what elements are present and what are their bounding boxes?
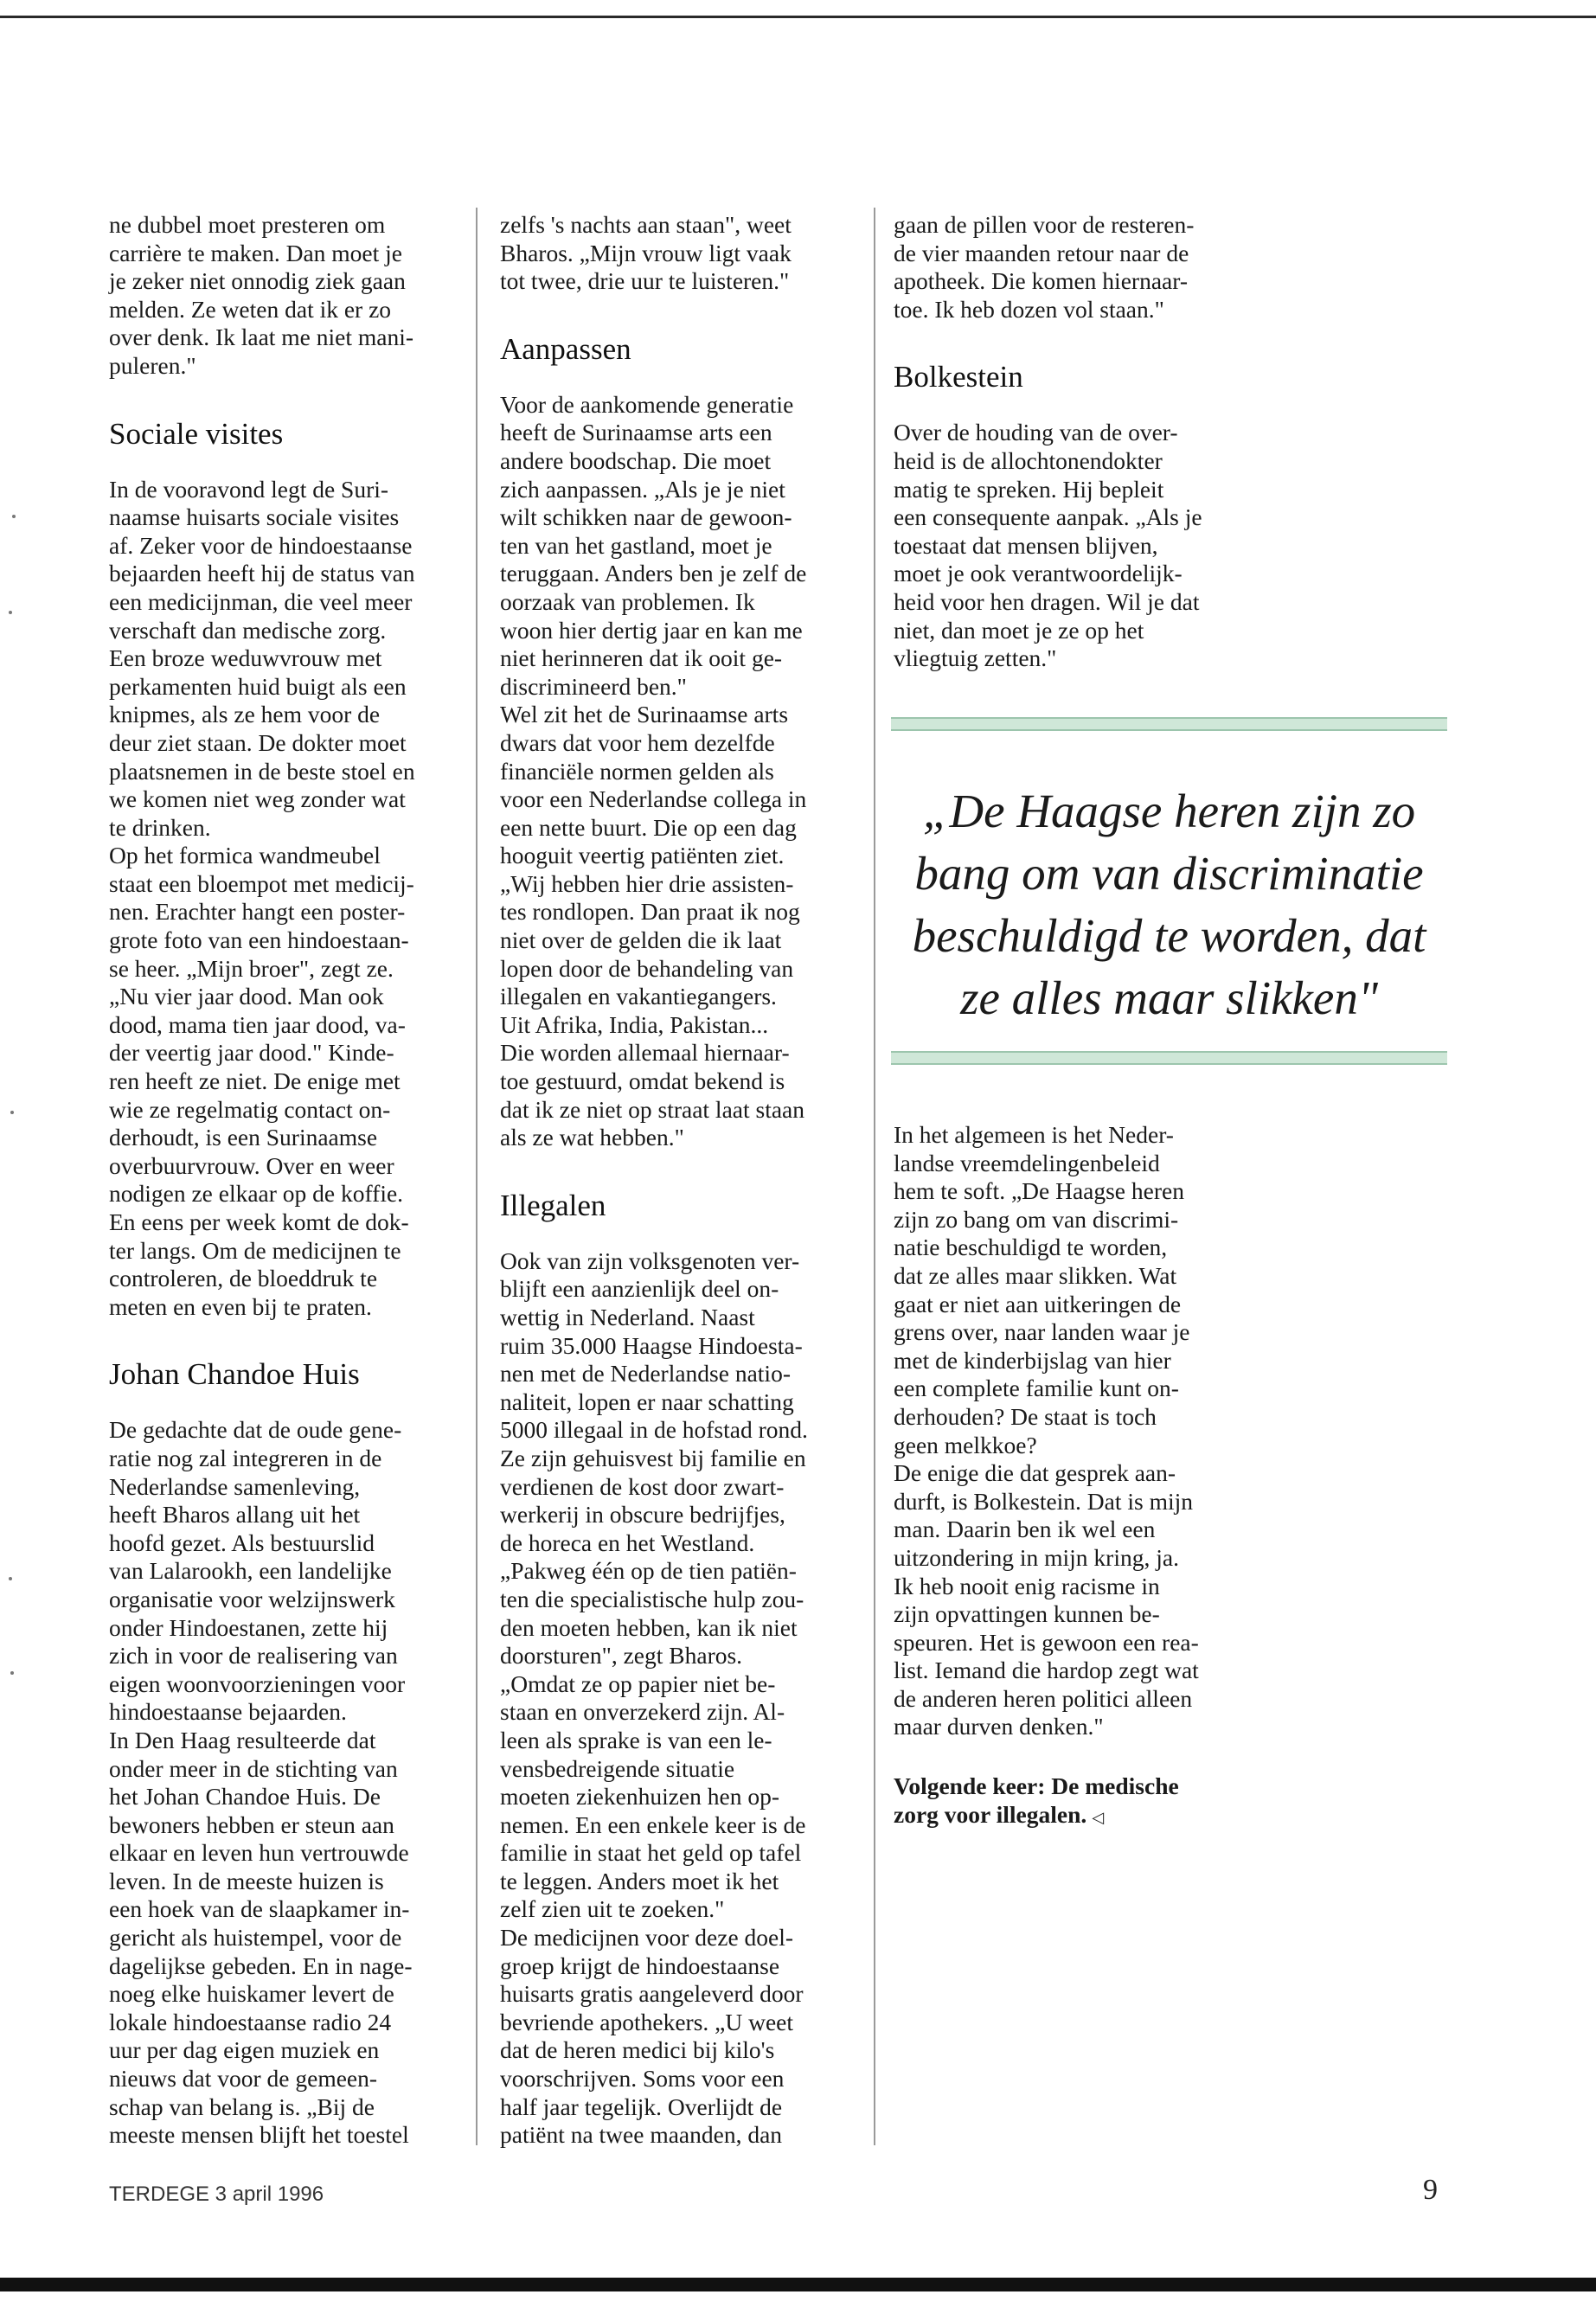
column-1 bbox=[109, 211, 468, 2150]
text-line: zijn zo bang om van discrimi- bbox=[894, 1205, 1179, 1233]
text-line: ren heeft ze niet. De enige met bbox=[109, 1067, 401, 1095]
text-line: heid is de allochtonendokter bbox=[894, 446, 1163, 474]
text-line: nen met de Nederlandse natio- bbox=[500, 1360, 791, 1388]
text-line: ruim 35.000 Haagse Hindoesta- bbox=[500, 1331, 803, 1359]
margin-speck bbox=[9, 1577, 12, 1580]
text-line: andere boodschap. Die moet bbox=[500, 446, 772, 474]
text-line: hindoestaanse bejaarden. bbox=[109, 1698, 347, 1726]
text-line: heeft de Surinaamse arts een bbox=[500, 419, 772, 446]
text-line: moet je ook verantwoordelijk- bbox=[894, 560, 1183, 587]
col2-section2 bbox=[500, 1247, 863, 2150]
text-line: 5000 illegaal in de hofstad rond. bbox=[500, 1416, 808, 1444]
column-3-bottom bbox=[894, 1121, 1257, 1831]
text-line-with-mark bbox=[894, 1801, 1257, 1832]
text-line: ratie nog zal integreren in de bbox=[109, 1444, 382, 1471]
text-line: een consequente aanpak. „Als je bbox=[894, 503, 1202, 531]
text-line: gaan de pillen voor de resteren- bbox=[894, 211, 1195, 238]
col2-intro bbox=[500, 211, 863, 296]
text-line: De medicijnen voor deze doel- bbox=[500, 1924, 794, 1952]
col1-section1 bbox=[109, 476, 468, 1322]
text-line: doorsturen", zegt Bharos. bbox=[500, 1642, 743, 1670]
text-line: In de vooravond legt de Suri- bbox=[109, 475, 389, 503]
text-line: geen melkkoe? bbox=[894, 1431, 1037, 1458]
text-line: ter langs. Om de medicijnen te bbox=[109, 1236, 401, 1264]
text-line: groep krijgt de hindoestaanse bbox=[500, 1952, 780, 1979]
text-line: af. Zeker voor de hindoestaanse bbox=[109, 531, 413, 559]
text-line: eigen woonvoorzieningen voor bbox=[109, 1670, 406, 1697]
text-line: naliteit, lopen er naar schatting bbox=[500, 1388, 794, 1415]
text-line: man. Daarin ben ik wel een bbox=[894, 1516, 1156, 1543]
text-line: uitzondering in mijn kring, ja. bbox=[894, 1543, 1179, 1571]
col1-section2 bbox=[109, 1416, 468, 2149]
text-line: hem te soft. „De Haagse heren bbox=[894, 1177, 1184, 1205]
text-line: In het algemeen is het Neder- bbox=[894, 1121, 1174, 1148]
text-line: De enige die dat gesprek aan- bbox=[894, 1459, 1176, 1487]
text-line: uur per dag eigen muziek en bbox=[109, 2036, 380, 2064]
margin-speck bbox=[10, 1111, 14, 1114]
text-line: bevriende apothekers. „U weet bbox=[500, 2008, 794, 2035]
section-heading-johan-chandoe-huis: Johan Chandoe Huis bbox=[109, 1357, 360, 1392]
text-line: over denk. Ik laat me niet mani- bbox=[109, 324, 414, 351]
text-line: „Nu vier jaar dood. Man ook bbox=[109, 983, 384, 1010]
text-line: zelfs 's nachts aan staan", weet bbox=[500, 211, 792, 238]
text-line: matig te spreken. Hij bepleit bbox=[894, 475, 1164, 503]
text-line: we komen niet weg zonder wat bbox=[109, 785, 406, 813]
text-line: overbuurvrouw. Over en weer bbox=[109, 1151, 394, 1179]
text-line: staan en onverzekerd zijn. Al- bbox=[500, 1698, 785, 1726]
text-line: „Pakweg één op de tien patiën- bbox=[500, 1557, 797, 1585]
text-line: een medicijnman, die veel meer bbox=[109, 587, 413, 615]
text-line: Die worden allemaal hiernaar- bbox=[500, 1039, 790, 1067]
text-line: toe gestuurd, omdat bekend is bbox=[500, 1067, 785, 1095]
text-line: een nette buurt. Die op een dag bbox=[500, 813, 797, 841]
text-line: derhoudt, is een Surinaamse bbox=[109, 1124, 378, 1151]
text-line: onder meer in de stichting van bbox=[109, 1754, 398, 1782]
text-line: Uit Afrika, India, Pakistan... bbox=[500, 1010, 769, 1038]
text-line: naamse huisarts sociale visites bbox=[109, 503, 400, 531]
bottom-rule bbox=[0, 2278, 1596, 2291]
pull-quote-line: bang om van discriminatie bbox=[914, 847, 1424, 900]
margin-speck bbox=[12, 515, 16, 518]
text-line: zorg voor illegalen. bbox=[894, 1800, 1087, 1828]
text-line: financiële normen gelden als bbox=[500, 757, 774, 785]
text-line: teruggaan. Anders ben je zelf de bbox=[500, 560, 807, 587]
column-2 bbox=[500, 211, 863, 2150]
column-divider-1 bbox=[476, 208, 478, 2145]
text-line: zich in voor de realisering van bbox=[109, 1642, 398, 1670]
text-line: knipmes, als ze hem voor de bbox=[109, 701, 381, 728]
pull-quote-line: beschuldigd te worden, dat bbox=[912, 909, 1426, 962]
text-line: Voor de aankomende generatie bbox=[500, 390, 794, 418]
text-line: huisarts gratis aangeleverd door bbox=[500, 1980, 804, 2008]
text-line: hooguit veertig patiënten ziet. bbox=[500, 842, 785, 869]
text-line: Volgende keer: De medische bbox=[894, 1772, 1179, 1800]
text-line: de horeca en het Westland. bbox=[500, 1529, 755, 1556]
text-line: toe. Ik heb dozen vol staan." bbox=[894, 295, 1164, 323]
margin-speck bbox=[9, 611, 12, 614]
text-line: nen. Erachter hangt een poster- bbox=[109, 898, 406, 926]
text-line: leven. In de meeste huizen is bbox=[109, 1867, 384, 1894]
text-line: zijn opvattingen kunnen be- bbox=[894, 1600, 1160, 1628]
next-issue-note bbox=[894, 1772, 1257, 1831]
text-line: perkamenten huid buigt als een bbox=[109, 672, 407, 700]
text-line: een complete familie kunt on- bbox=[894, 1375, 1179, 1402]
text-line: verdienen de kost door zwart- bbox=[500, 1472, 785, 1500]
text-line: ten die specialistische hulp zou- bbox=[500, 1585, 804, 1612]
pull-quote-rule-bottom bbox=[891, 1051, 1447, 1065]
text-line: noeg elke huiskamer levert de bbox=[109, 1980, 394, 2008]
text-line: een hoek van de slaapkamer in- bbox=[109, 1895, 410, 1923]
text-line: list. Iemand die hardop zegt wat bbox=[894, 1657, 1199, 1684]
pull-quote-rule-top bbox=[891, 717, 1447, 731]
text-line: landse vreemdelingenbeleid bbox=[894, 1149, 1160, 1176]
text-line: Nederlandse samenleving, bbox=[109, 1472, 361, 1500]
text-line: hoofd gezet. Als bestuurslid bbox=[109, 1529, 375, 1556]
text-line: familie in staat het geld op tafel bbox=[500, 1839, 802, 1867]
text-line: den moeten hebben, kan ik niet bbox=[500, 1613, 798, 1641]
text-line: gaat er niet aan uitkeringen de bbox=[894, 1290, 1182, 1317]
text-line: de anderen heren politici alleen bbox=[894, 1684, 1193, 1712]
text-line: staat een bloempot met medicij- bbox=[109, 869, 414, 897]
col3-intro bbox=[894, 211, 1257, 324]
text-line: meten en even bij te praten. bbox=[109, 1292, 372, 1320]
text-line: patiënt na twee maanden, dan bbox=[500, 2121, 783, 2149]
text-line: melden. Ze weten dat ik er zo bbox=[109, 295, 392, 323]
text-line: plaatsnemen in de beste stoel en bbox=[109, 757, 415, 785]
column-3-top bbox=[894, 211, 1257, 673]
text-line: der veertig jaar dood." Kinde- bbox=[109, 1039, 394, 1067]
text-line: verschaft dan medische zorg. bbox=[109, 616, 387, 644]
section-heading-sociale-visites: Sociale visites bbox=[109, 416, 284, 451]
text-line: werkerij in obscure bedrijfjes, bbox=[500, 1501, 785, 1529]
pull-quote bbox=[891, 780, 1447, 1029]
text-line: vensbedreigende situatie bbox=[500, 1754, 735, 1782]
text-line: ne dubbel moet presteren om bbox=[109, 211, 386, 238]
text-line: half jaar tegelijk. Overlijdt de bbox=[500, 2093, 783, 2120]
text-line: meeste mensen blijft het toestel bbox=[109, 2121, 409, 2149]
text-line: natie beschuldigd te worden, bbox=[894, 1234, 1168, 1261]
text-line: leen als sprake is van een le- bbox=[500, 1726, 772, 1753]
text-line: als ze wat hebben." bbox=[500, 1124, 684, 1151]
text-line: dat ik ze niet op straat laat staan bbox=[500, 1095, 805, 1123]
text-line: Ook van zijn volksgenoten ver- bbox=[500, 1247, 800, 1274]
text-line: lopen door de behandeling van bbox=[500, 954, 794, 982]
text-line: bejaarden heeft hij de status van bbox=[109, 560, 415, 587]
text-line: blijft een aanzienlijk deel on- bbox=[500, 1275, 779, 1303]
text-line: dagelijkse gebeden. En in nage- bbox=[109, 1952, 413, 1979]
text-line: gericht als huistempel, voor de bbox=[109, 1924, 402, 1952]
text-line: schap van belang is. „Bij de bbox=[109, 2093, 375, 2120]
text-line: In Den Haag resulteerde dat bbox=[109, 1726, 376, 1753]
text-line: deur ziet staan. De dokter moet bbox=[109, 728, 407, 756]
text-line: met de kinderbijslag van hier bbox=[894, 1346, 1171, 1374]
section-heading-bolkestein: Bolkestein bbox=[894, 360, 1023, 394]
text-line: Over de houding van de over- bbox=[894, 419, 1178, 446]
text-line: organisatie voor welzijnswerk bbox=[109, 1585, 395, 1612]
text-line: grote foto van een hindoestaan- bbox=[109, 926, 409, 954]
text-line: dood, mama tien jaar dood, va- bbox=[109, 1010, 406, 1038]
text-line: van Lalarookh, een landelijke bbox=[109, 1557, 392, 1585]
text-line: ten van het gastland, moet je bbox=[500, 531, 772, 559]
text-line: bewoners hebben er steun aan bbox=[109, 1811, 394, 1838]
text-line: Ze zijn gehuisvest bij familie en bbox=[500, 1444, 806, 1471]
text-line: oorzaak van problemen. Ik bbox=[500, 587, 755, 615]
text-line: controleren, de bloeddruk te bbox=[109, 1265, 378, 1292]
col3-section1 bbox=[894, 419, 1257, 672]
section-heading-aanpassen: Aanpassen bbox=[500, 331, 631, 366]
pull-quote-line: ze alles maar slikken" bbox=[960, 971, 1378, 1024]
text-line: lokale hindoestaanse radio 24 bbox=[109, 2008, 392, 2035]
end-of-article-icon: ◁ bbox=[1092, 1808, 1105, 1826]
text-line: Bharos. „Mijn vrouw ligt vaak bbox=[500, 239, 792, 266]
text-line: Wel zit het de Surinaamse arts bbox=[500, 701, 789, 728]
text-line: illegalen en vakantiegangers. bbox=[500, 983, 777, 1010]
text-line: wilt schikken naar de gewoon- bbox=[500, 503, 792, 531]
text-line: moeten ziekenhuizen hen op- bbox=[500, 1783, 779, 1811]
text-line: apotheek. Die komen hiernaar- bbox=[894, 267, 1188, 295]
text-line: niet, dan moet je ze op het bbox=[894, 616, 1144, 644]
margin-speck bbox=[10, 1671, 14, 1675]
text-line: dat de heren medici bij kilo's bbox=[500, 2036, 775, 2064]
text-line: nemen. En een enkele keer is de bbox=[500, 1811, 806, 1838]
text-line: wettig in Nederland. Naast bbox=[500, 1304, 755, 1330]
page-number: 9 bbox=[1423, 2174, 1438, 2206]
text-line: discrimineerd ben." bbox=[500, 672, 687, 700]
text-line: se heer. „Mijn broer", zegt ze. bbox=[109, 954, 394, 982]
text-line: dat ze alles maar slikken. Wat bbox=[894, 1261, 1177, 1289]
text-line: puleren." bbox=[109, 351, 196, 379]
text-line: nodigen ze elkaar op de koffie. bbox=[109, 1180, 404, 1208]
text-line: de vier maanden retour naar de bbox=[894, 239, 1189, 266]
text-line: je zeker niet onnodig ziek gaan bbox=[109, 267, 406, 295]
text-line: derhouden? De staat is toch bbox=[894, 1402, 1157, 1430]
column-divider-2 bbox=[874, 208, 875, 2145]
text-line: zelf zien uit te zoeken." bbox=[500, 1895, 725, 1923]
text-line: te leggen. Anders moet ik het bbox=[500, 1867, 779, 1894]
text-line: tot twee, drie uur te luisteren." bbox=[500, 267, 790, 295]
text-line: elkaar en leven hun vertrouwde bbox=[109, 1839, 409, 1867]
text-line: grens over, naar landen waar je bbox=[894, 1318, 1190, 1346]
text-line: voorschrijven. Soms voor een bbox=[500, 2065, 785, 2093]
text-line: maar durven denken." bbox=[894, 1713, 1104, 1740]
text-line: Ik heb nooit enig racisme in bbox=[894, 1572, 1160, 1599]
section-heading-illegalen: Illegalen bbox=[500, 1188, 606, 1222]
text-line: De gedachte dat de oude gene- bbox=[109, 1416, 402, 1444]
text-line: het Johan Chandoe Huis. De bbox=[109, 1783, 381, 1811]
col2-section1 bbox=[500, 391, 863, 1152]
text-line: zich aanpassen. „Als je je niet bbox=[500, 475, 785, 503]
top-rule bbox=[0, 16, 1596, 18]
text-line: nieuws dat voor de gemeen- bbox=[109, 2065, 378, 2093]
col3-section2 bbox=[894, 1121, 1257, 1741]
pull-quote-line: „De Haagse heren zijn zo bbox=[922, 785, 1416, 837]
text-line: wie ze regelmatig contact on- bbox=[109, 1095, 391, 1123]
publication-footer: TERDEGE 3 april 1996 bbox=[109, 2182, 324, 2206]
text-line: heeft Bharos allang uit het bbox=[109, 1501, 361, 1529]
text-line: voor een Nederlandse collega in bbox=[500, 785, 807, 813]
text-line: vliegtuig zetten." bbox=[894, 644, 1057, 672]
text-line: niet herinneren dat ik ooit ge- bbox=[500, 644, 783, 672]
text-line: woon hier dertig jaar en kan me bbox=[500, 616, 803, 644]
text-line: En eens per week komt de dok- bbox=[109, 1208, 409, 1235]
text-line: Op het formica wandmeubel bbox=[109, 842, 381, 869]
text-line: heid voor hen dragen. Wil je dat bbox=[894, 587, 1200, 615]
text-line: dwars dat voor hem dezelfde bbox=[500, 728, 775, 756]
text-line: speuren. Het is gewoon een rea- bbox=[894, 1628, 1199, 1656]
text-line: te drinken. bbox=[109, 813, 211, 841]
text-line: „Omdat ze op papier niet be- bbox=[500, 1670, 776, 1697]
text-line: carrière te maken. Dan moet je bbox=[109, 239, 402, 266]
text-line: niet over de gelden die ik laat bbox=[500, 926, 782, 954]
text-line: onder Hindoestanen, zette hij bbox=[109, 1613, 388, 1641]
text-line: tes rondlopen. Dan praat ik nog bbox=[500, 898, 800, 926]
text-line: „Wij hebben hier drie assisten- bbox=[500, 869, 794, 897]
text-line: durft, is Bolkestein. Dat is mijn bbox=[894, 1487, 1194, 1515]
text-line: Een broze weduwvrouw met bbox=[109, 644, 382, 672]
text-line: toestaat dat mensen blijven, bbox=[894, 531, 1158, 559]
col1-intro bbox=[109, 211, 468, 381]
